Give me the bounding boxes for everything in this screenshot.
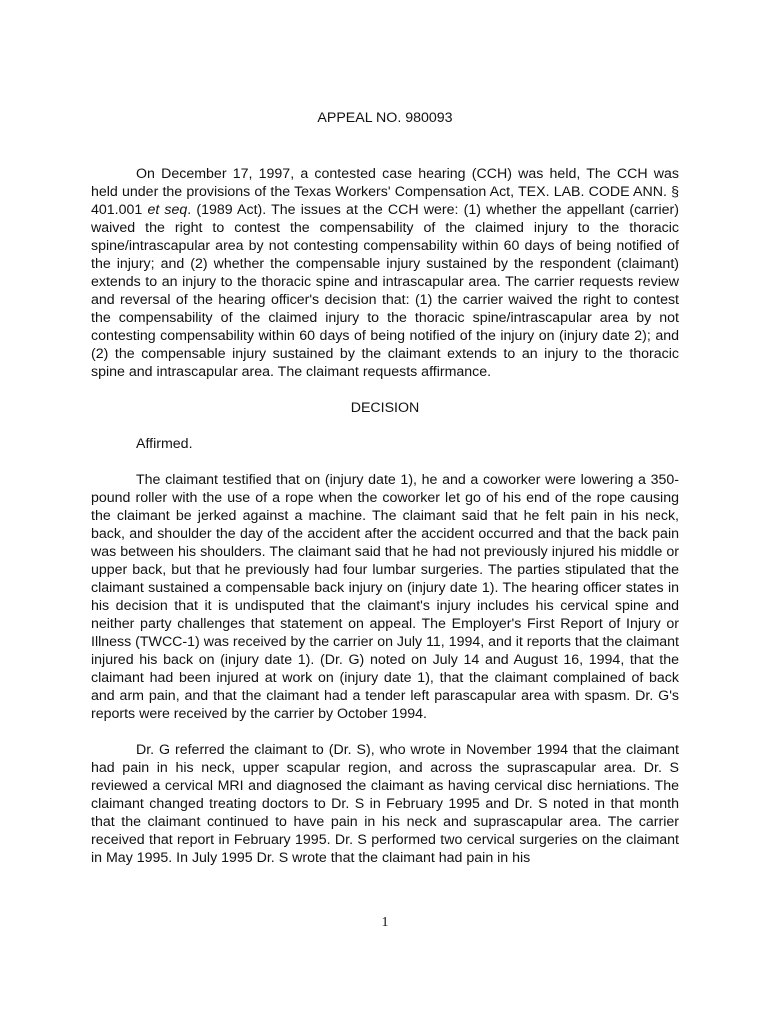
referral-paragraph: Dr. G referred the claimant to (Dr. S), who wrote in November 1994 that the claimant had pain in his neck, upper scapular region, and across the suprascapular area. Dr. S reviewed a cervical MRI and diagnosed the claimant as having cervical disc herniations. The claimant changed treating doctors to Dr. S in February 1995 and Dr. S noted in that month that the claimant continued to have pain in his neck and suprascapular area. The carrier received that report in February 1995. Dr. S performed two cervical surgeries on the claimant in May 1995. In July 1995 Dr. S wrote that the claimant had pain in his: [91, 742, 679, 866]
intro-italic-text: et seq: [147, 202, 188, 218]
intro-paragraph: [91, 165, 679, 381]
decision-heading: DECISION: [350, 400, 420, 416]
testimony-paragraph: The claimant testified that on (injury date 1), he and a coworker were lowering a 350-pound roller with the use of a rope when the coworker let go of his end of the rope causing the claimant be jerked against a machine. The claimant said that he felt pain in his neck, back, and shoulder the day of the accident after the accident occurred and that the back pain was between his shoulders. The claimant said that he had not previously injured his middle or upper back, but that he previously had four lumbar surgeries. The parties stipulated that the claimant sustained a compensable back injury on (injury date 1). The hearing officer states in his decision that it is undisputed that the claimant's injury includes his cervical spine and neither party challenges that statement on appeal. The Employer's First Report of Injury or Illness (TWCC-1) was received by the carrier on July 11, 1994, and it reports that the claimant injured his back on (injury date 1). (Dr. G) noted on July 14 and August 16, 1994, that the claimant had been injured at work on (injury date 1), that the claimant complained of back and arm pain, and that the claimant had a tender left parascapular area with spasm. Dr. G's reports were received by the carrier by October 1994.: [91, 472, 679, 722]
intro-text-part2: . (1989 Act). The issues at the CCH were: (1) whether the appellant (carrier) waived the right to contest the compensability of the claimed injury to the thoracic spine/intrascapular area by not contesting compensability within 60 days of being notified of the injury; and (2) whether the compensable injury sustained by the respondent (claimant) extends to an injury to the thoracic spine and intrascapular area. The carrier requests review and reversal of the hearing officer's decision that: (1) the carrier waived the right to contest the compensability of the claimed injury to the thoracic spine/intrascapular area by not contesting compensability within 60 days of being notified of the injury on (injury date 2); and (2) the compensable injury sustained by the claimant extends to an injury to the thoracic spine and intrascapular area. The claimant requests affirmance.: [91, 202, 679, 380]
intro-text-part1: On December 17, 1997, a contested case hearing (CCH) was held, The CCH was held under the provisions of the Texas Workers' Compensation Act, TEX. LAB. CODE ANN. § 401.001: [91, 166, 679, 218]
affirmed-text: Affirmed.: [136, 436, 193, 452]
page-number: 1: [381, 915, 389, 930]
document-title: APPEAL NO. 980093: [317, 110, 453, 126]
document-body: [91, 109, 679, 867]
